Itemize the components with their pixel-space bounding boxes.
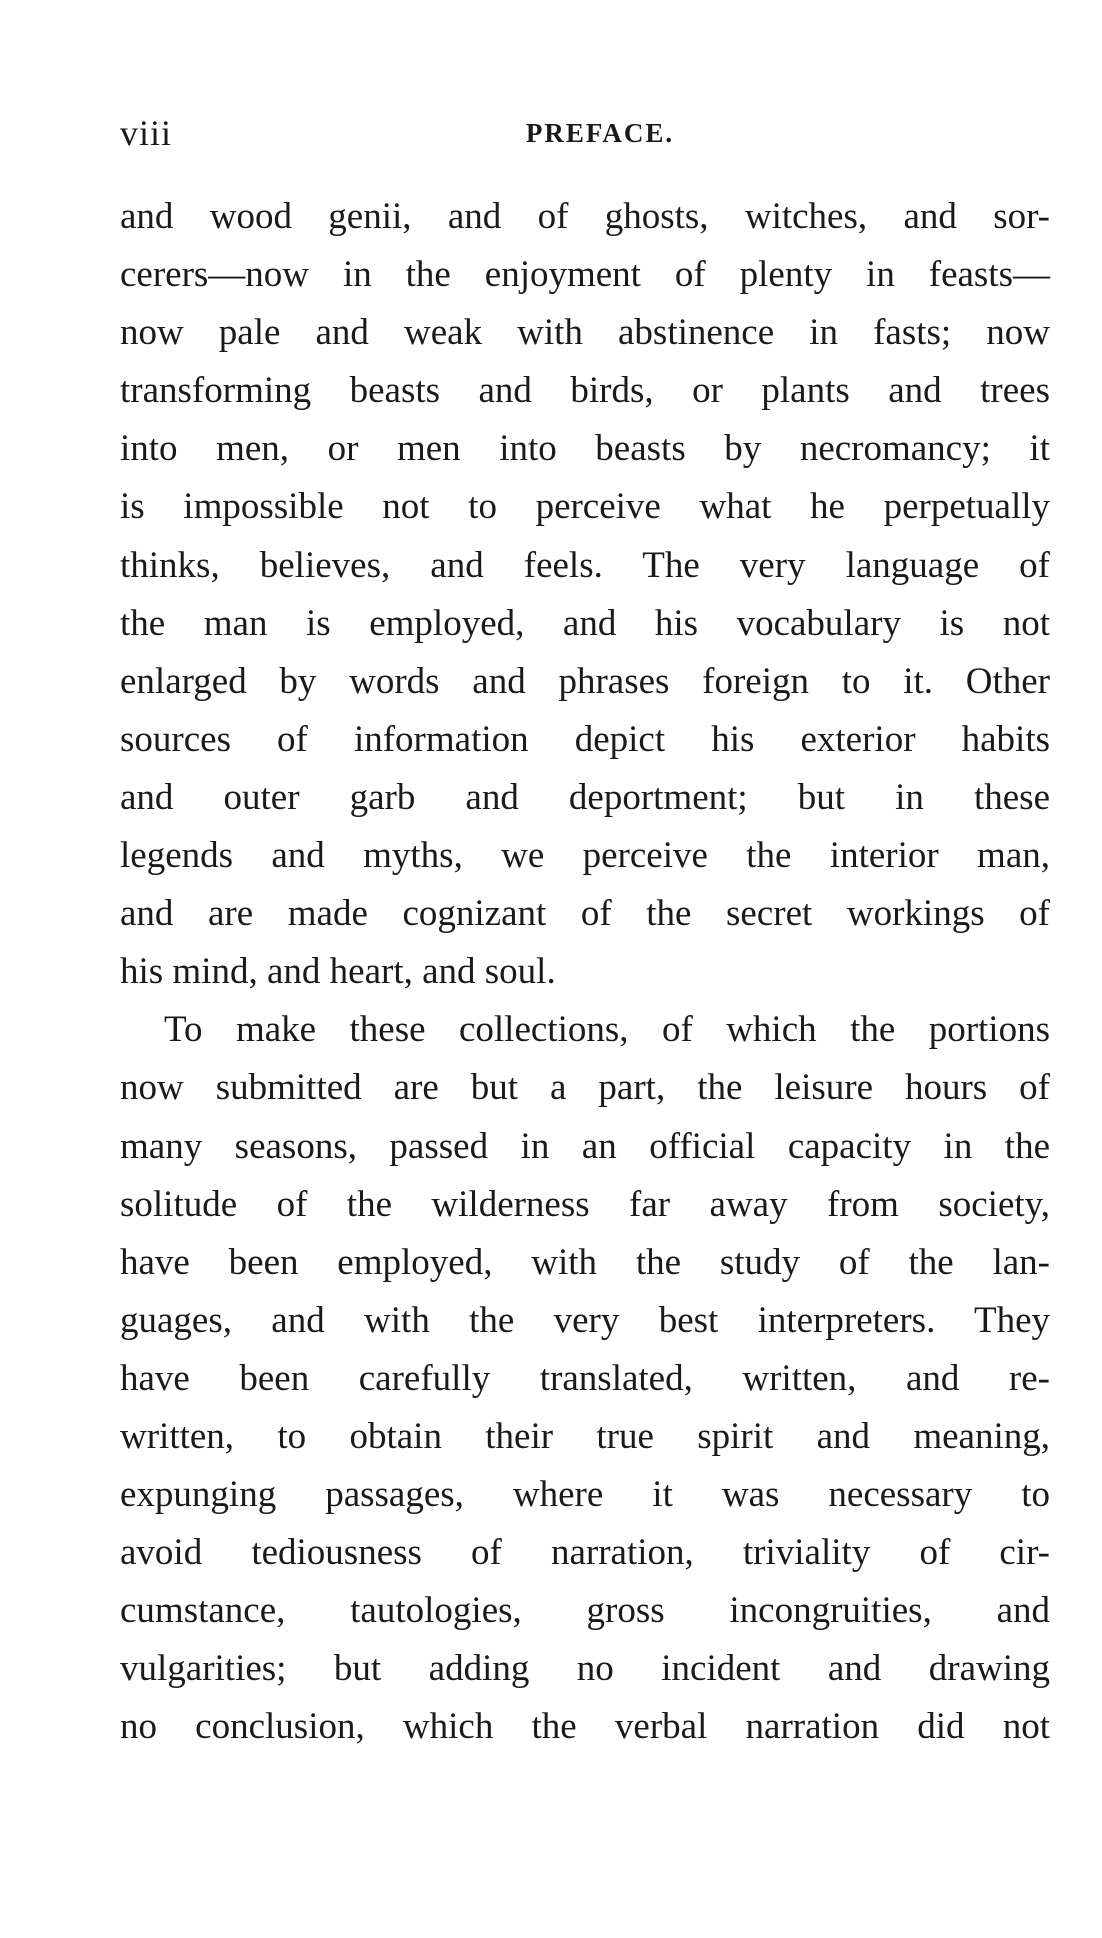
text-line: now submitted are but a part, the leisure hours of	[120, 1067, 1050, 1109]
text-line: cumstance, tautologies, gross incongruities, and	[120, 1590, 1050, 1632]
text-line: and outer garb and deportment; but in these	[120, 776, 1050, 818]
paragraph-collections	[120, 1001, 1050, 1756]
text-line: his mind, and heart, and soul.	[120, 951, 556, 993]
text-line: legends and myths, we perceive the interior man,	[120, 835, 1050, 877]
text-line: To make these collections, of which the portions	[164, 1009, 1050, 1051]
text-line: vulgarities; but adding no incident and drawing	[120, 1648, 1050, 1690]
text-line: and wood genii, and of ghosts, witches, and sor-	[120, 196, 1050, 237]
paragraph-continued	[120, 188, 1050, 1001]
text-line: avoid tediousness of narration, triviality of cir-	[120, 1532, 1050, 1574]
text-line: transforming beasts and birds, or plants and trees	[120, 370, 1050, 412]
text-line: enlarged by words and phrases foreign to it. Other	[120, 660, 1050, 702]
body-text	[120, 188, 1050, 1757]
text-line: into men, or men into beasts by necromancy; it	[120, 428, 1050, 470]
running-title: PREFACE.	[525, 118, 675, 148]
text-line: guages, and with the very best interpreters. They	[120, 1299, 1050, 1341]
text-line: solitude of the wilderness far away from society,	[120, 1183, 1050, 1225]
running-head	[120, 112, 1050, 156]
text-line: and are made cognizant of the secret workings of	[120, 893, 1050, 935]
text-line: the man is employed, and his vocabulary is not	[120, 602, 1050, 644]
text-line: now pale and weak with abstinence in fasts; now	[120, 312, 1050, 354]
page-number: viii	[120, 113, 173, 153]
text-line: many seasons, passed in an official capacity in the	[120, 1125, 1050, 1167]
text-line: written, to obtain their true spirit and meaning,	[120, 1415, 1050, 1457]
text-line: is impossible not to perceive what he perpetually	[120, 486, 1050, 528]
text-line: sources of information depict his exterior habits	[120, 718, 1050, 760]
text-line: expunging passages, where it was necessary to	[120, 1474, 1050, 1516]
text-line: cerers—now in the enjoyment of plenty in feasts—	[120, 254, 1050, 296]
text-line: no conclusion, which the verbal narration did not	[120, 1706, 1050, 1748]
text-line: have been carefully translated, written, and re-	[120, 1357, 1050, 1399]
text-line: thinks, believes, and feels. The very language of	[120, 544, 1050, 586]
text-line: have been employed, with the study of the lan-	[120, 1241, 1050, 1283]
